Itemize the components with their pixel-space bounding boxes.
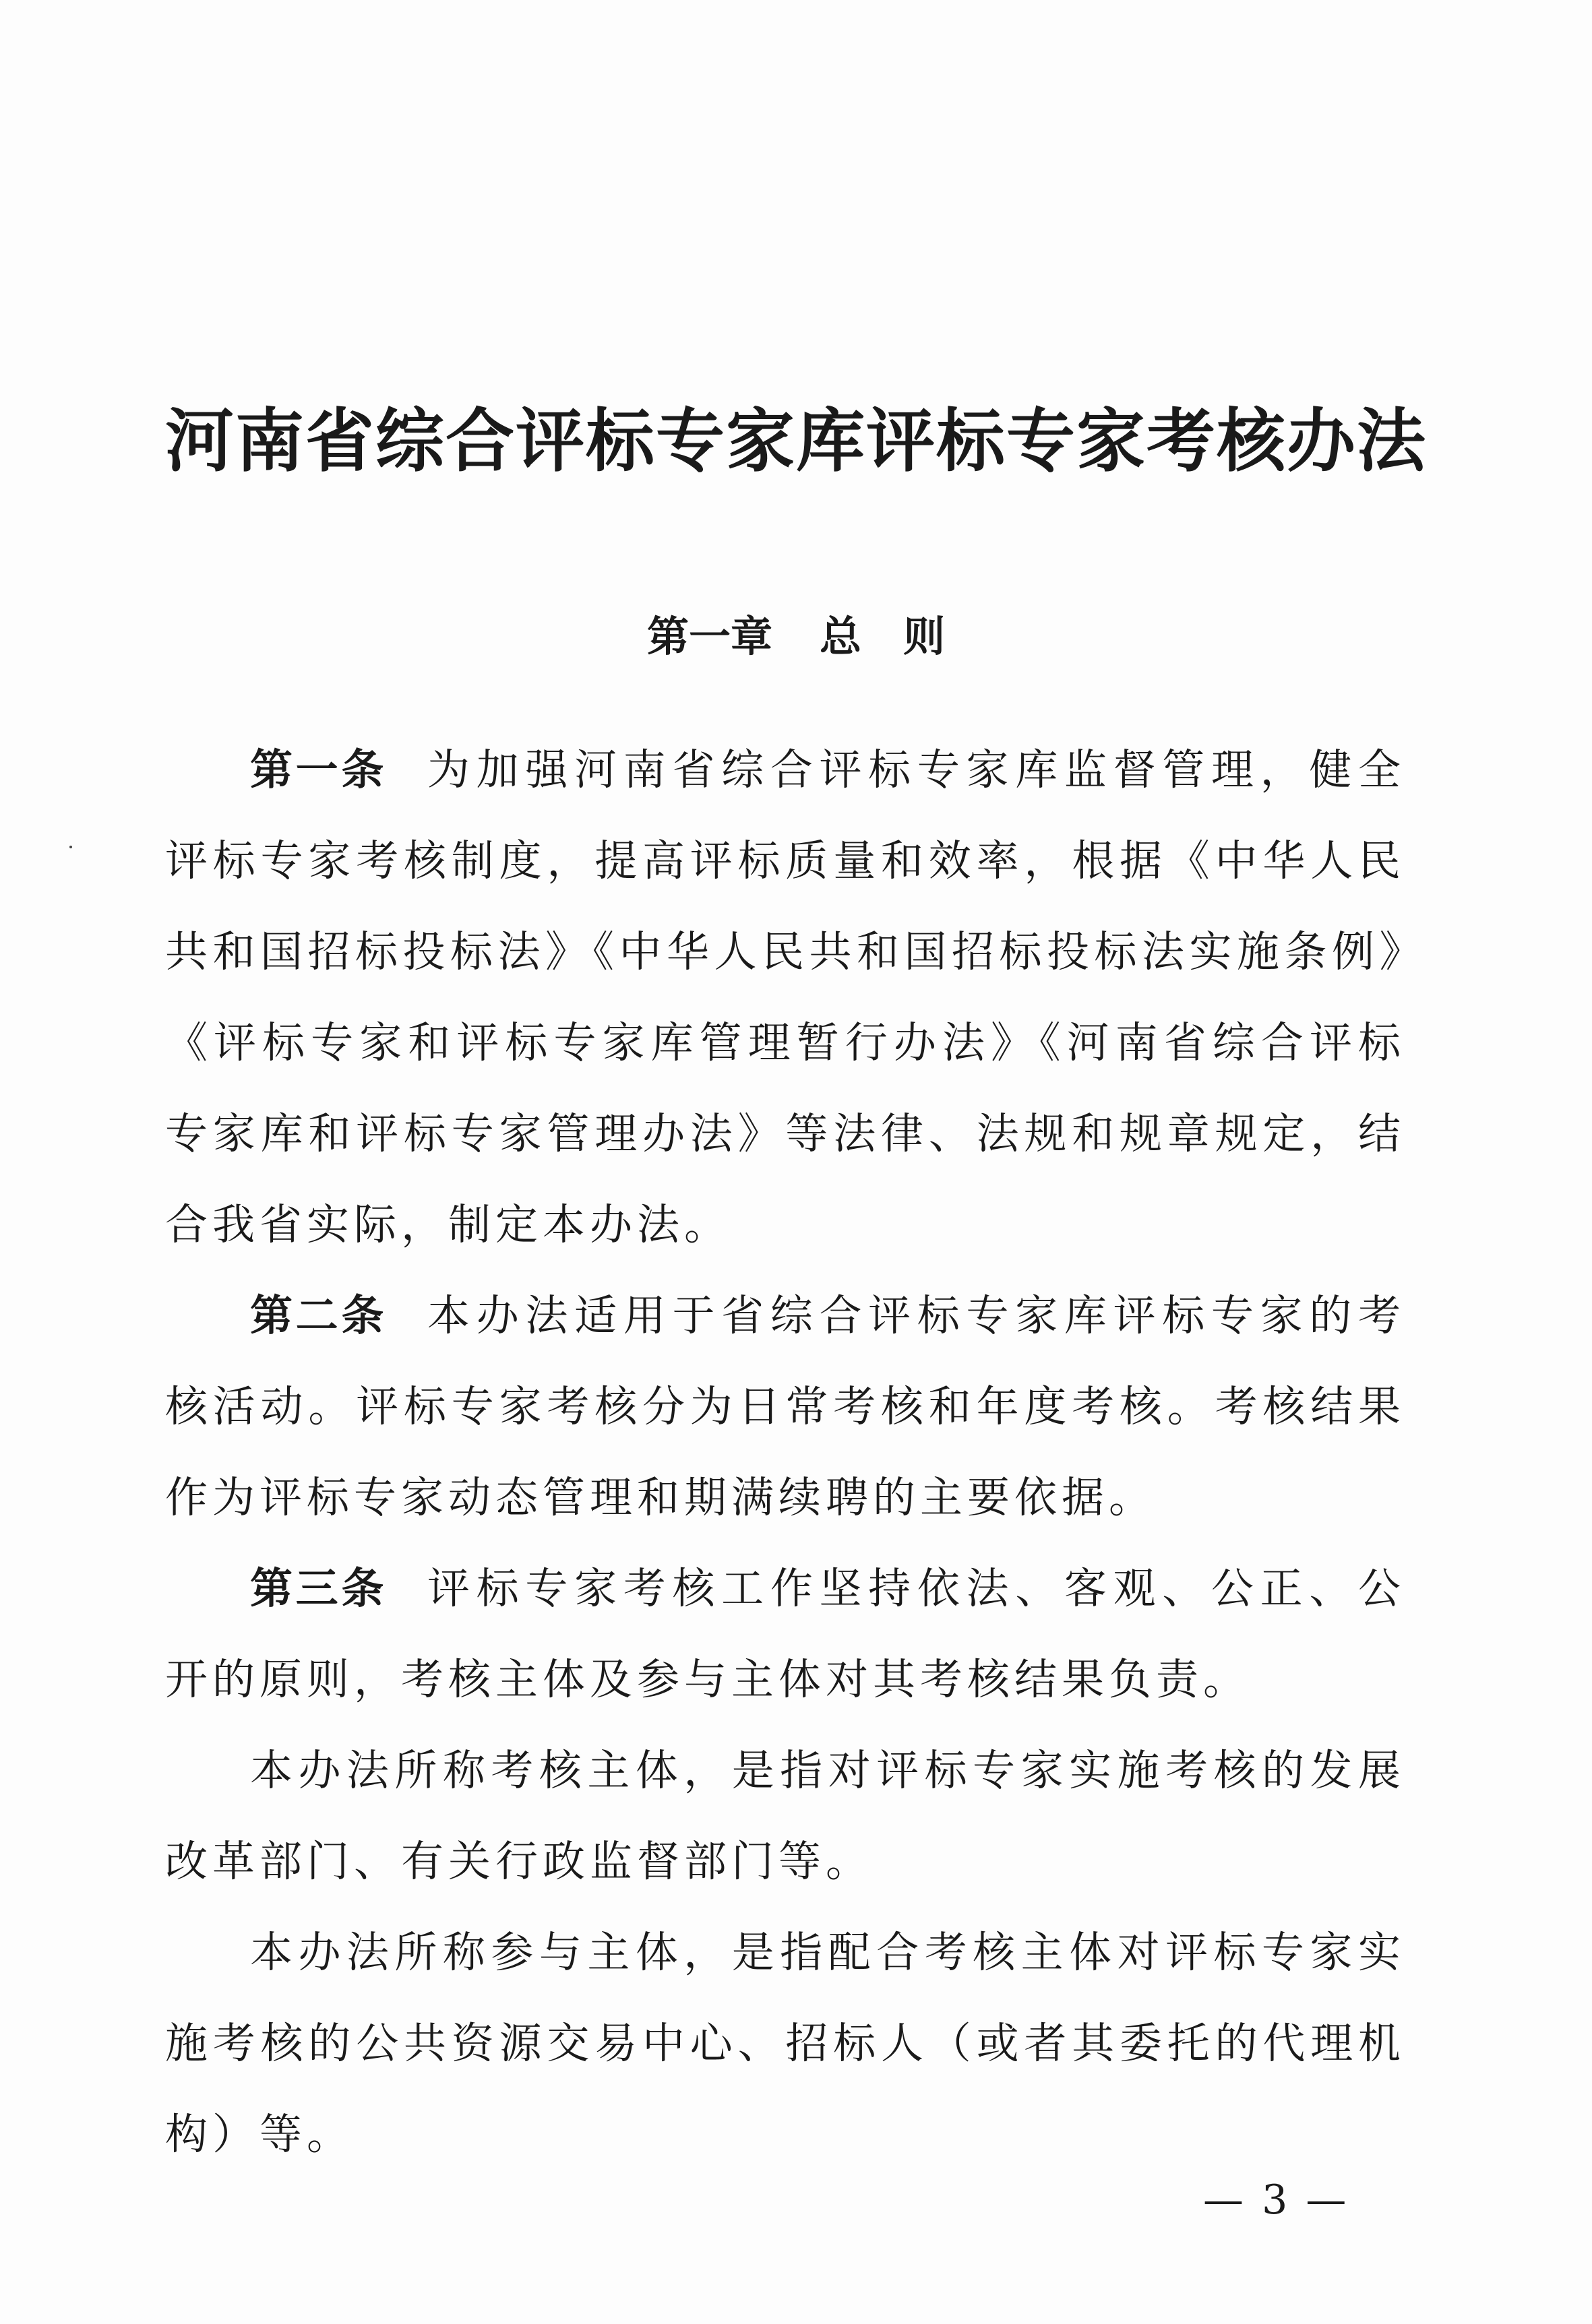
article-number: 第二条 bbox=[250, 1291, 388, 1340]
body-paragraph bbox=[165, 1725, 1405, 1907]
article-text: 本办法适用于省综合评标专家库评标专家的考核活动。评标专家考核分为日常考核和年度考核。考核结果作为评标专家动态管理和期满续聘的主要依据。 bbox=[165, 1291, 1406, 1522]
article-text: 为加强河南省综合评标专家库监督管理，健全评标专家考核制度，提高评标质量和效率，根据《中华人民共和国招标投标法》《中华人民共和国招标投标法实施条例》《评标专家和评标专家库管理暂行办法》《河南省综合评标专家库和评标专家管理办法》等法律、法规和规章规定，结合我省实际，制定本办法。 bbox=[165, 745, 1406, 1249]
document-title: 河南省综合评标专家库评标专家考核办法 bbox=[165, 401, 1427, 482]
article-paragraph bbox=[165, 1270, 1405, 1543]
chapter-number: 第一章 bbox=[646, 612, 772, 661]
article-paragraph bbox=[165, 724, 1405, 1270]
document-body bbox=[165, 724, 1405, 2180]
body-paragraph bbox=[165, 1907, 1405, 2180]
chapter-name: 总 则 bbox=[820, 612, 946, 661]
page-number: — 3 — bbox=[1203, 2176, 1349, 2224]
article-text: 评标专家考核工作坚持依法、客观、公正、公开的原则，考核主体及参与主体对其考核结果负责。 bbox=[165, 1564, 1406, 1704]
scan-speck bbox=[69, 846, 72, 848]
paragraph-text: 本办法所称参与主体，是指配合考核主体对评标专家实施考核的公共资源交易中心、招标人（或者其委托的代理机构）等。 bbox=[165, 1928, 1405, 2159]
chapter-heading bbox=[0, 606, 1592, 667]
paragraph-text: 本办法所称考核主体，是指对评标专家实施考核的发展改革部门、有关行政监督部门等。 bbox=[165, 1746, 1405, 1886]
article-paragraph bbox=[165, 1543, 1405, 1725]
article-number: 第三条 bbox=[250, 1564, 388, 1613]
article-number: 第一条 bbox=[250, 745, 388, 794]
